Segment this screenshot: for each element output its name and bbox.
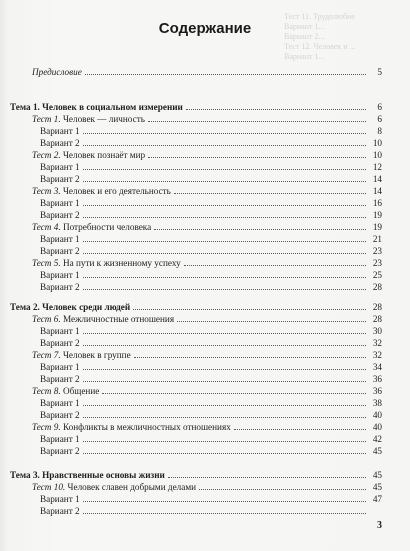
toc-entry-label xyxy=(40,281,80,293)
toc-entry-label xyxy=(40,161,80,173)
toc-entry-text: Межличностные отношения xyxy=(62,314,175,324)
toc-entry-text: Вариант 1 xyxy=(40,270,80,280)
toc-test-row xyxy=(0,185,410,197)
toc-row xyxy=(0,233,410,245)
toc-entry-label xyxy=(40,269,80,281)
toc-test-number: Тест 1. xyxy=(32,114,61,124)
toc-entry-text: На пути к жизненному успеху xyxy=(62,258,181,268)
toc-entry-text: Человек познаёт мир xyxy=(62,150,146,160)
dot-leader xyxy=(184,265,366,266)
toc-entry-text: Человек в группе xyxy=(62,350,131,360)
dot-leader xyxy=(83,181,366,182)
dot-leader xyxy=(83,417,366,418)
toc-entry-label xyxy=(32,66,82,78)
bleed-through-line: Тест 11. Трудолюбие xyxy=(284,12,355,21)
dot-leader xyxy=(83,441,366,442)
toc-page-number: 38 xyxy=(372,398,382,408)
toc-row xyxy=(0,373,410,385)
dot-leader xyxy=(174,193,366,194)
toc-test-number: Тест 7. xyxy=(32,350,61,360)
toc-page-number: 40 xyxy=(372,410,382,420)
toc-entry-text: Человек славен добрыми делами xyxy=(67,482,197,492)
toc-entry-text: Человек и его деятельность xyxy=(62,186,171,196)
toc-page-number: 42 xyxy=(372,434,382,444)
dot-leader xyxy=(168,477,366,478)
toc-entry-label xyxy=(40,197,80,209)
toc-entry-label xyxy=(40,361,80,373)
toc-test-row xyxy=(0,481,410,493)
toc-test-number: Тест 5. xyxy=(32,258,61,268)
dot-leader xyxy=(83,277,366,278)
toc-entry-text: Вариант 2 xyxy=(40,374,80,384)
toc-page-number: 21 xyxy=(372,234,382,244)
toc-page-number: 28 xyxy=(372,302,382,312)
dot-leader xyxy=(83,205,366,206)
toc-entry-text: Вариант 1 xyxy=(40,234,80,244)
dot-leader xyxy=(83,453,366,454)
toc-entry-label xyxy=(40,493,80,505)
toc-page-number: 34 xyxy=(372,362,382,372)
dot-leader xyxy=(148,157,366,158)
toc-page-number: 45 xyxy=(372,482,382,492)
dot-leader xyxy=(83,169,366,170)
dot-leader xyxy=(234,429,366,430)
toc-test-row xyxy=(0,113,410,125)
toc-test-number: Тест 4. xyxy=(32,222,61,232)
dot-leader xyxy=(199,489,366,490)
toc-entry-label xyxy=(32,221,151,233)
toc-section-row xyxy=(0,469,410,481)
toc-page-number: 28 xyxy=(372,314,382,324)
toc-row xyxy=(0,505,410,517)
dot-leader xyxy=(85,74,366,75)
toc-row xyxy=(0,269,410,281)
toc-entry-label xyxy=(32,149,145,161)
toc-entry-label xyxy=(10,469,165,481)
toc-page-number: 28 xyxy=(372,282,382,292)
toc-entry-label xyxy=(40,337,80,349)
dot-leader xyxy=(133,309,366,310)
toc-page-number: 14 xyxy=(372,186,382,196)
dot-leader xyxy=(154,229,366,230)
toc-entry-label xyxy=(40,409,80,421)
dot-leader xyxy=(83,405,366,406)
toc-entry-label xyxy=(32,421,231,433)
dot-leader xyxy=(83,501,366,502)
toc-test-row xyxy=(0,149,410,161)
toc-test-number: Тест 10. xyxy=(32,482,66,492)
dot-leader xyxy=(83,241,366,242)
toc-entry-text: Вариант 1 xyxy=(40,126,80,136)
toc-page-number: 6 xyxy=(377,114,382,124)
toc-entry-text: Вариант 1 xyxy=(40,398,80,408)
toc-entry-text: Вариант 1 xyxy=(40,162,80,172)
toc-test-row xyxy=(0,221,410,233)
toc-entry-text: Вариант 1 xyxy=(40,494,80,504)
toc-entry-label xyxy=(32,113,145,125)
toc-row xyxy=(0,409,410,421)
toc-entry-label xyxy=(40,125,80,137)
toc-page-number: 19 xyxy=(372,210,382,220)
toc-entry-text: Вариант 1 xyxy=(40,362,80,372)
toc-entry-text: Конфликты в межличностных отношениях xyxy=(62,422,231,432)
toc-test-row xyxy=(0,257,410,269)
bleed-through-line: Вариант 1... xyxy=(284,22,325,31)
toc-row xyxy=(0,361,410,373)
dot-leader xyxy=(83,133,366,134)
dot-leader xyxy=(83,381,366,382)
toc-page-number: 45 xyxy=(372,446,382,456)
toc-entry-text: Общение xyxy=(62,386,100,396)
toc-entry-text: Вариант 1 xyxy=(40,198,80,208)
toc-entry-label xyxy=(40,137,80,149)
dot-leader xyxy=(83,513,366,514)
dot-leader xyxy=(83,369,366,370)
page-number: 3 xyxy=(377,520,382,531)
toc-entry-label xyxy=(32,313,174,325)
toc-entry-label xyxy=(40,209,80,221)
toc-page-number: 36 xyxy=(372,374,382,384)
toc-page-number: 30 xyxy=(372,326,382,336)
toc-entry-text: Вариант 1 xyxy=(40,326,80,336)
toc-page-number: 40 xyxy=(372,422,382,432)
toc-entry-label xyxy=(10,301,130,313)
toc-entry-label xyxy=(40,433,80,445)
bleed-through-line: Вариант 2... xyxy=(284,32,325,41)
dot-leader xyxy=(186,109,366,110)
dot-leader xyxy=(83,289,366,290)
toc-test-number: Тест 2. xyxy=(32,150,61,160)
toc-test-number: Тест 9. xyxy=(32,422,61,432)
toc-entry-label xyxy=(40,397,80,409)
toc-entry-text: Вариант 1 xyxy=(40,434,80,444)
toc-page-number: 23 xyxy=(372,246,382,256)
toc-page-number: 25 xyxy=(372,270,382,280)
toc-entry-label xyxy=(40,505,80,517)
toc-page-number: 14 xyxy=(372,174,382,184)
toc-page-number: 45 xyxy=(372,470,382,480)
toc-entry-label xyxy=(40,445,80,457)
toc-entry-text: Тема 3. Нравственные основы жизни xyxy=(10,470,165,480)
toc-page-number: 19 xyxy=(372,222,382,232)
toc-row xyxy=(0,245,410,257)
toc-entry-text: Предисловие xyxy=(32,67,82,77)
bleed-through-line: Вариант 1... xyxy=(284,52,325,61)
toc-test-number: Тест 8. xyxy=(32,386,61,396)
page-title: Содержание xyxy=(158,20,252,37)
toc-row xyxy=(0,433,410,445)
dot-leader xyxy=(83,145,366,146)
toc-test-row xyxy=(0,313,410,325)
dot-leader xyxy=(148,121,366,122)
toc-row xyxy=(0,493,410,505)
toc-row xyxy=(0,173,410,185)
toc-page-number: 23 xyxy=(372,258,382,268)
toc-page-number: 12 xyxy=(372,162,382,172)
toc-entry-text: Человек — личность xyxy=(62,114,145,124)
toc-entry-label xyxy=(32,349,131,361)
toc-entry-label xyxy=(32,481,196,493)
toc-test-number: Тест 3. xyxy=(32,186,61,196)
toc-entry-text: Вариант 2 xyxy=(40,210,80,220)
toc-entry-label xyxy=(32,385,99,397)
toc-entry-label xyxy=(10,101,183,113)
toc-row xyxy=(0,281,410,293)
toc-entry-text: Вариант 2 xyxy=(40,506,80,516)
toc-entry-text: Потребности человека xyxy=(62,222,152,232)
toc-page-number: 6 xyxy=(377,102,382,112)
toc-entry-label xyxy=(32,257,181,269)
toc-entry-text: Тема 1. Человек в социальном измерении xyxy=(10,102,183,112)
toc-entry-label xyxy=(32,185,171,197)
toc-row xyxy=(0,66,410,78)
toc-section-row xyxy=(0,101,410,113)
toc-entry-text: Вариант 2 xyxy=(40,446,80,456)
toc-page-number: 47 xyxy=(372,494,382,504)
toc-test-row xyxy=(0,349,410,361)
toc-page-number: 36 xyxy=(372,386,382,396)
toc-entry-text: Вариант 2 xyxy=(40,246,80,256)
toc-page-number: 16 xyxy=(372,198,382,208)
toc-page-number: 8 xyxy=(377,126,382,136)
toc-section-row xyxy=(0,301,410,313)
toc-row xyxy=(0,337,410,349)
dot-leader xyxy=(83,333,366,334)
toc-page-number: 32 xyxy=(372,338,382,348)
toc-row xyxy=(0,325,410,337)
dot-leader xyxy=(83,217,366,218)
toc-test-row xyxy=(0,385,410,397)
toc-row xyxy=(0,397,410,409)
toc-page-number: 10 xyxy=(372,150,382,160)
toc-entry-text: Вариант 2 xyxy=(40,410,80,420)
dot-leader xyxy=(102,393,366,394)
toc-entry-label xyxy=(40,373,80,385)
toc-entry-label xyxy=(40,245,80,257)
dot-leader xyxy=(134,357,366,358)
toc-row xyxy=(0,125,410,137)
toc-entry-label xyxy=(40,325,80,337)
toc-row xyxy=(0,161,410,173)
toc-row xyxy=(0,445,410,457)
dot-leader xyxy=(83,253,366,254)
toc-row xyxy=(0,197,410,209)
toc-entry-label xyxy=(40,173,80,185)
dot-leader xyxy=(177,321,366,322)
toc-page-number: 32 xyxy=(372,350,382,360)
toc-entry-label xyxy=(40,233,80,245)
toc-entry-text: Вариант 2 xyxy=(40,138,80,148)
toc-entry-text: Тема 2. Человек среди людей xyxy=(10,302,131,312)
toc-test-row xyxy=(0,421,410,433)
toc-entry-text: Вариант 2 xyxy=(40,174,80,184)
toc-row xyxy=(0,209,410,221)
toc-row xyxy=(0,137,410,149)
toc-page-number: 10 xyxy=(372,138,382,148)
toc-entry-text: Вариант 2 xyxy=(40,338,80,348)
toc-page-number: 5 xyxy=(377,67,382,77)
toc-entry-text: Вариант 2 xyxy=(40,282,80,292)
bleed-through-line: Тест 12. Человек и ... xyxy=(284,42,356,51)
dot-leader xyxy=(83,345,366,346)
toc-test-number: Тест 6. xyxy=(32,314,61,324)
